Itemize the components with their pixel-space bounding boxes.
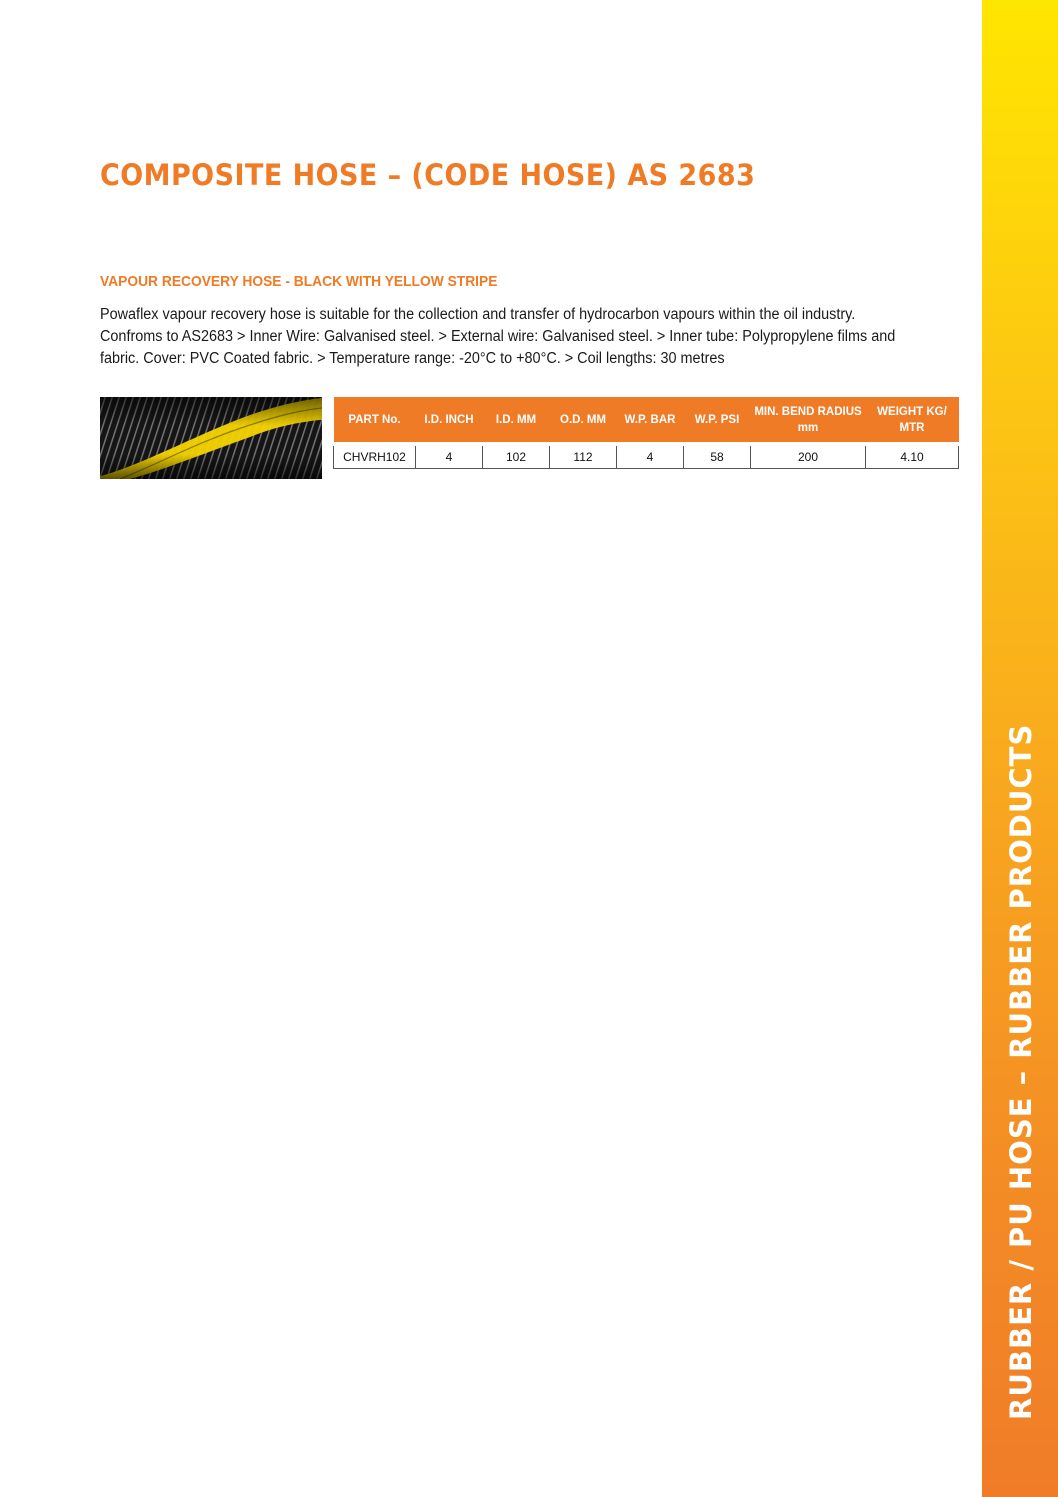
column-header: WEIGHT KG/ MTR xyxy=(866,397,959,444)
column-header: O.D. MM xyxy=(550,397,617,444)
table-cell: 112 xyxy=(550,444,617,469)
column-header: W.P. PSI xyxy=(684,397,751,444)
table-cell: 200 xyxy=(751,444,866,469)
side-section-label: RUBBER / PU HOSE – RUBBER PRODUCTS xyxy=(1004,723,1038,1420)
table-row xyxy=(334,444,959,469)
column-header: I.D. INCH xyxy=(416,397,483,444)
description-line: fabric. Cover: PVC Coated fabric. > Temperature range: -20°C to +80°C. > Coil lengths: 30 metres xyxy=(100,350,725,367)
description-line: Powaflex vapour recovery hose is suitable for the collection and transfer of hydrocarbon vapours within the oil industry. xyxy=(100,306,856,323)
table-header-row xyxy=(334,397,959,444)
table-cell: 4.10 xyxy=(866,444,959,469)
column-header: I.D. MM xyxy=(483,397,550,444)
table-cell: CHVRH102 xyxy=(334,444,416,469)
hose-photo xyxy=(100,397,322,479)
column-header: W.P. BAR xyxy=(617,397,684,444)
table-cell: 4 xyxy=(617,444,684,469)
product-subtitle: VAPOUR RECOVERY HOSE - BLACK WITH YELLOW STRIPE xyxy=(100,273,498,290)
table-cell: 4 xyxy=(416,444,483,469)
page-title: COMPOSITE HOSE – (CODE HOSE) AS 2683 xyxy=(100,158,756,192)
description-line: Confroms to AS2683 > Inner Wire: Galvanised steel. > External wire: Galvanised steel. > Inner tube: Polypropylene films and xyxy=(100,328,896,345)
column-header: MIN. BEND RADIUS mm xyxy=(751,397,866,444)
product-description xyxy=(100,304,937,370)
table-cell: 102 xyxy=(483,444,550,469)
table-cell: 58 xyxy=(684,444,751,469)
spec-table xyxy=(333,397,959,469)
column-header: PART No. xyxy=(334,397,416,444)
